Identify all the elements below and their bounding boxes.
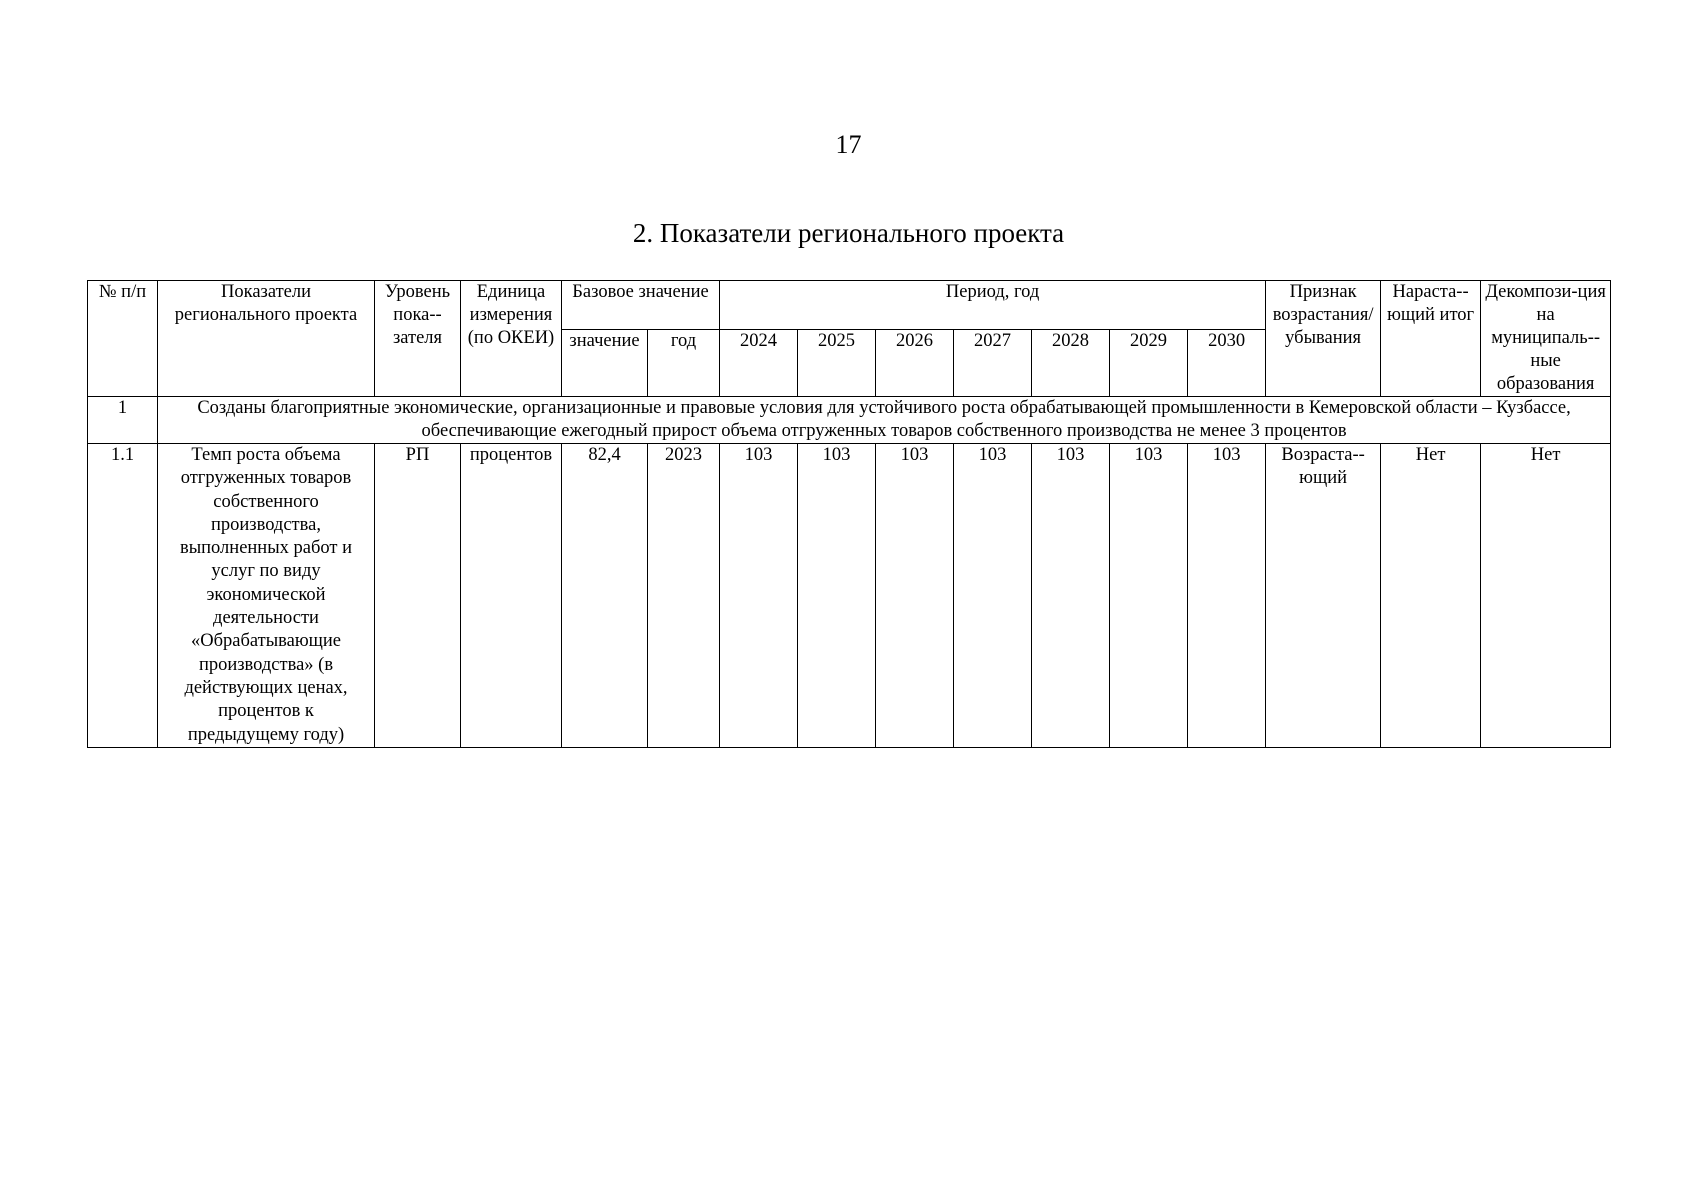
row-level: РП [375, 444, 461, 748]
header-base: Базовое значение [562, 281, 720, 330]
indicators-table [87, 280, 1611, 748]
header-year: 2030 [1188, 330, 1266, 397]
header-year: 2029 [1110, 330, 1188, 397]
goal-num: 1 [88, 397, 158, 444]
row-sign: Возраста-ющий [1266, 444, 1381, 748]
goal-text: Созданы благоприятные экономические, организационные и правовые условия для устойчивого роста обрабатывающей промышленности в Кемеровской области – Кузбассе, обеспечивающие ежегодный прирост объема отгруженных товаров собственного производства не менее 3 процентов [158, 397, 1611, 444]
header-period: Период, год [720, 281, 1266, 330]
row-decomposition: Нет [1481, 444, 1611, 748]
header-level: Уровень пока-зателя [375, 281, 461, 397]
row-value-2029: 103 [1110, 444, 1188, 748]
row-indicator-name: Темп роста объема отгруженных товаров собственного производства, выполненных работ и услуг по виду экономической деятельности «Обрабатывающие производства» (в действующих ценах, процентов к предыдущему году) [158, 444, 375, 748]
row-base-value: 82,4 [562, 444, 648, 748]
row-base-year: 2023 [648, 444, 720, 748]
row-value-2026: 103 [876, 444, 954, 748]
row-unit: процентов [461, 444, 562, 748]
table-row [88, 444, 1611, 748]
goal-row [88, 397, 1611, 444]
header-base-year: год [648, 330, 720, 397]
header-sign: Признак возрастания/ убывания [1266, 281, 1381, 397]
row-cumulative: Нет [1381, 444, 1481, 748]
row-num: 1.1 [88, 444, 158, 748]
row-value-2025: 103 [798, 444, 876, 748]
header-decomposition: Декомпози-ция на муниципаль-ные образования [1481, 281, 1611, 397]
row-value-2030: 103 [1188, 444, 1266, 748]
header-base-value: значение [562, 330, 648, 397]
header-year: 2024 [720, 330, 798, 397]
page-number: 17 [835, 130, 862, 159]
header-year: 2026 [876, 330, 954, 397]
row-value-2027: 103 [954, 444, 1032, 748]
header-year: 2025 [798, 330, 876, 397]
header-row-top [88, 281, 1611, 330]
header-cumulative: Нараста-ющий итог [1381, 281, 1481, 397]
row-value-2024: 103 [720, 444, 798, 748]
header-num: № п/п [88, 281, 158, 397]
header-unit: Единица измерения (по ОКЕИ) [461, 281, 562, 397]
header-indicator: Показатели регионального проекта [158, 281, 375, 397]
header-year: 2028 [1032, 330, 1110, 397]
header-year: 2027 [954, 330, 1032, 397]
row-value-2028: 103 [1032, 444, 1110, 748]
section-title: 2. Показатели регионального проекта [632, 218, 1065, 248]
